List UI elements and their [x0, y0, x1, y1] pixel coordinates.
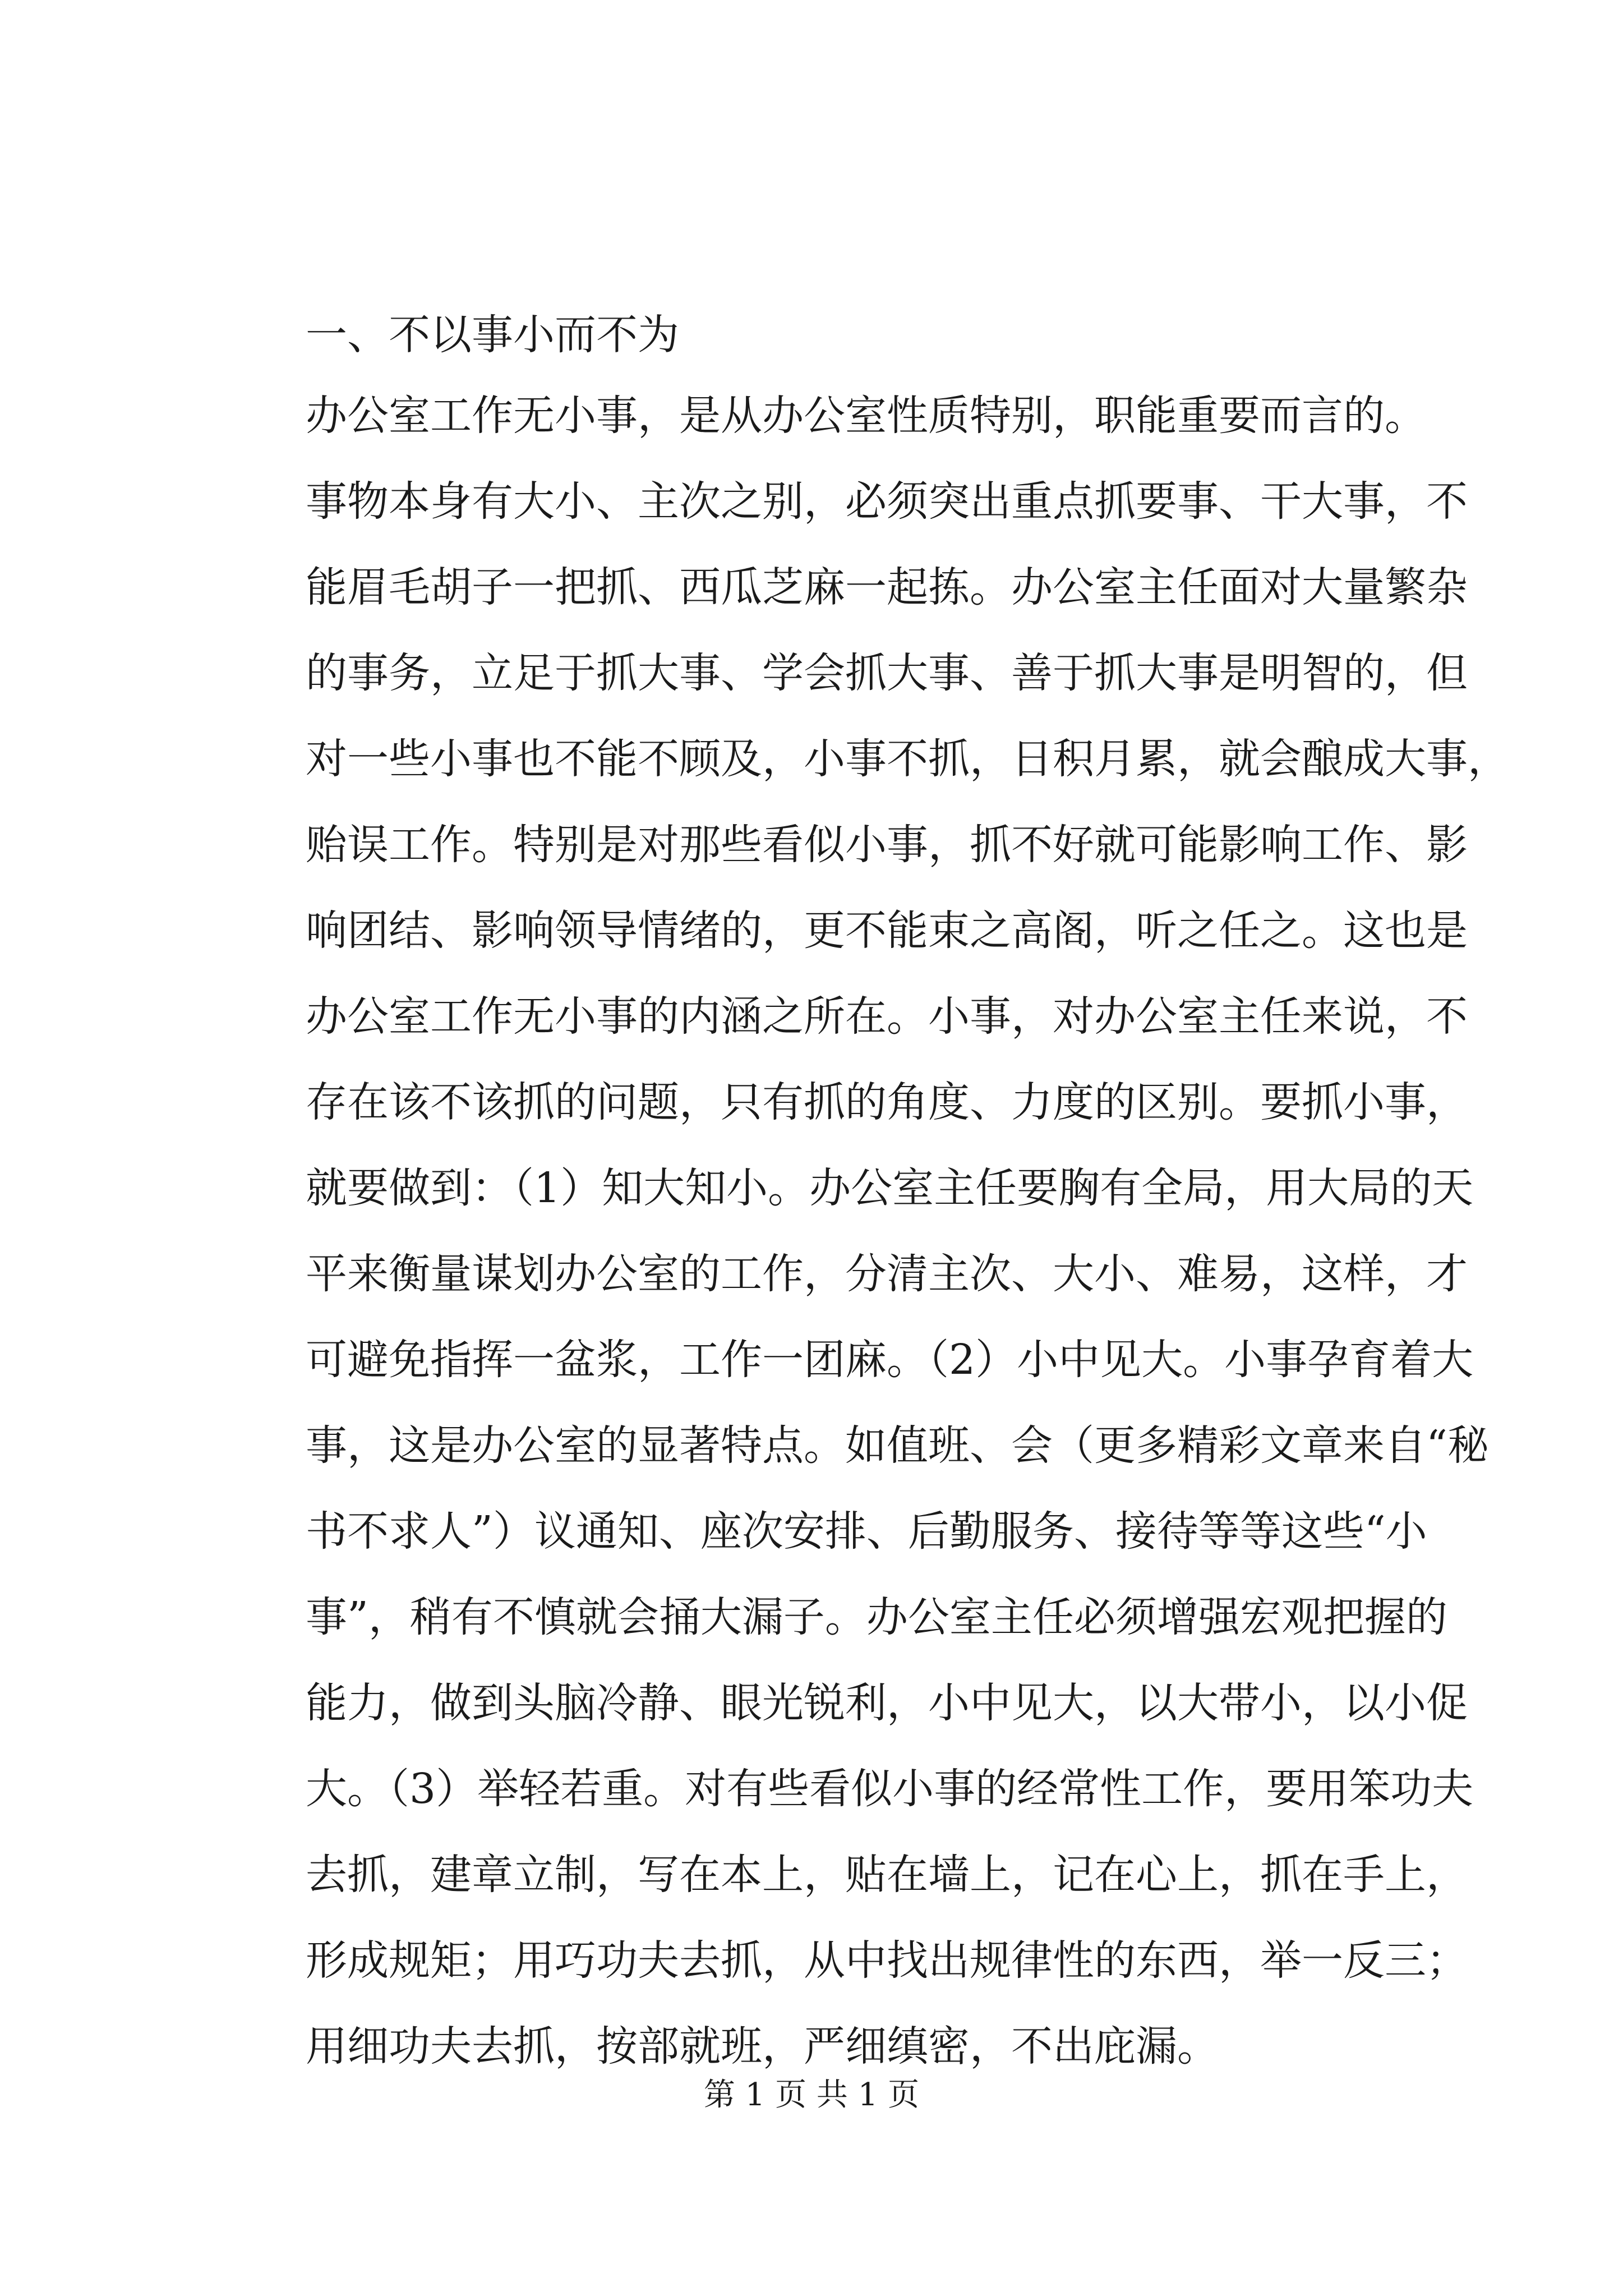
section-heading: 一、不以事小而不为: [306, 311, 679, 359]
text-line: 书不求人”）议通知、座次安排、后勤服务、接待等等这些“小: [306, 1507, 1427, 1556]
text-line: 去抓，建章立制，写在本上，贴在墙上，记在心上，抓在手上，: [306, 1851, 1468, 1899]
text-line: 能力，做到头脑冷静、眼光锐利，小中见大，以大带小，以小促: [306, 1679, 1468, 1727]
text-line: 办公室工作无小事，是从办公室性质特别，职能重要而言的。: [306, 392, 1426, 440]
text-line: 平来衡量谋划办公室的工作，分清主次、大小、难易，这样，才: [306, 1250, 1468, 1298]
text-line: 对一些小事也不能不顾及，小事不抓，日积月累，就会酿成大事，: [306, 735, 1509, 783]
text-line: 存在该不该抓的问题，只有抓的角度、力度的区别。要抓小事，: [306, 1078, 1468, 1126]
text-line: 事物本身有大小、主次之别，必须突出重点抓要事、干大事，不: [306, 477, 1468, 526]
text-line: 贻误工作。特别是对那些看似小事，抓不好就可能影响工作、影: [306, 821, 1468, 869]
text-line: 能眉毛胡子一把抓、西瓜芝麻一起拣。办公室主任面对大量繁杂: [306, 563, 1468, 611]
page-footer: 第 1 页 共 1 页: [703, 2077, 920, 2113]
text-line: 就要做到：（1）知大知小。办公室主任要胸有全局，用大局的天: [306, 1164, 1474, 1212]
text-line: 可避免指挥一盆浆，工作一团麻。（2）小中见大。小事孕育着大: [306, 1336, 1474, 1384]
text-line: 形成规矩；用巧功夫去抓，从中找出规律性的东西，举一反三；: [306, 1936, 1468, 1985]
text-line: 事，这是办公室的显著特点。如值班、会（更多精彩文章来自“秘: [306, 1421, 1489, 1470]
document-body: [306, 297, 1509, 2090]
text-line: 用细功夫去抓，按部就班，严细缜密，不出庇漏。: [306, 2022, 1219, 2070]
text-line: 大。（3）举轻若重。对有些看似小事的经常性工作，要用笨功夫: [306, 1765, 1474, 1813]
body-paragraph: [306, 373, 1509, 2090]
text-line: 的事务，立足于抓大事、学会抓大事、善于抓大事是明智的，但: [306, 649, 1468, 697]
text-line: 事”，稍有不慎就会捅大漏子。办公室主任必须增强宏观把握的: [306, 1593, 1447, 1641]
text-line: 响团结、影响领导情绪的，更不能束之高阁，听之任之。这也是: [306, 907, 1468, 955]
text-line: 办公室工作无小事的内涵之所在。小事，对办公室主任来说，不: [306, 992, 1468, 1041]
